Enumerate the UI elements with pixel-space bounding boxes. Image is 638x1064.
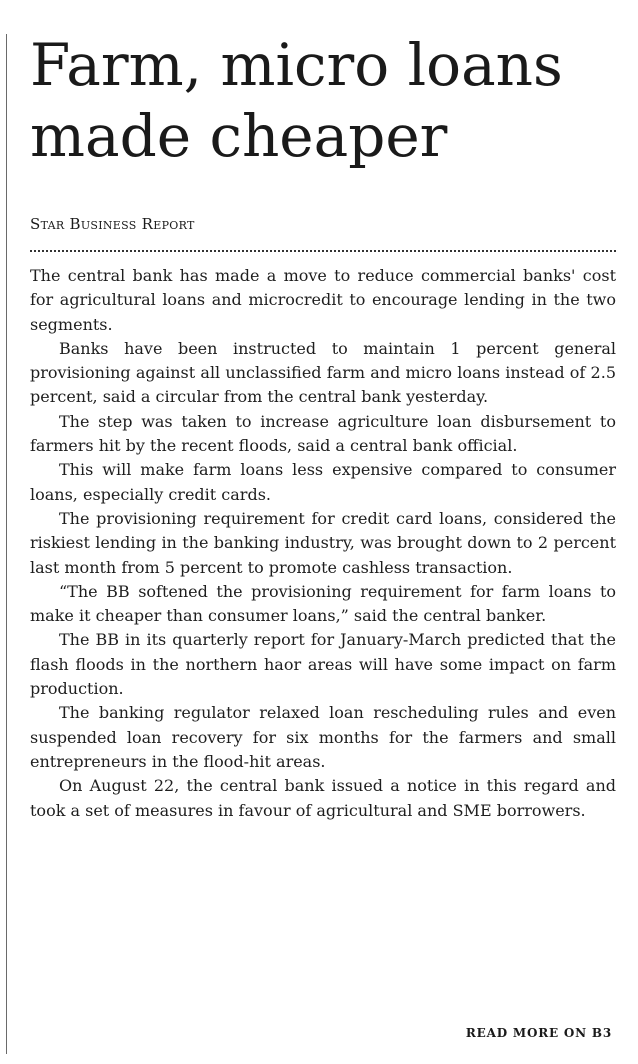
paragraph: The step was taken to increase agriculture loan disbursement to farmers hit by the recent floods, said a central bank official. xyxy=(30,411,616,456)
byline: Star Business Report xyxy=(30,215,195,233)
paragraph: On August 22, the central bank issued a notice in this regard and took a set of measures in favour of agricultural and SME borrowers. xyxy=(30,776,616,820)
headline xyxy=(30,30,630,172)
paragraph: The central bank has made a move to reduce commercial banks' cost for agricultural loans and microcredit to encourage lending in the two segments. xyxy=(30,266,616,334)
paragraph: The BB in its quarterly report for January-March predicted that the flash floods in the northern haor areas will have some impact on farm production. xyxy=(30,630,616,699)
paragraph: This will make farm loans less expensive compared to consumer loans, especially credit cards. xyxy=(30,460,616,504)
headline-line-2: made cheaper xyxy=(30,102,448,170)
dotted-divider xyxy=(30,250,616,252)
read-more-link: READ MORE ON B3 xyxy=(465,1026,612,1040)
paragraph: Banks have been instructed to maintain 1 percent general provisioning against all unclassified farm and micro loans instead of 2.5 percent, said a circular from the central bank yesterday. xyxy=(30,338,616,407)
headline-line-1: Farm, micro loans xyxy=(30,31,563,99)
column-rule xyxy=(6,34,7,1054)
article-body xyxy=(30,264,616,823)
paragraph: The provisioning requirement for credit card loans, considered the riskiest lending in the banking industry, was brought down to 2 percent last month from 5 percent to promote cashless transaction. xyxy=(30,508,616,577)
paragraph: The banking regulator relaxed loan rescheduling rules and even suspended loan recovery for six months for the farmers and small entrepreneurs in the flood-hit areas. xyxy=(30,703,616,771)
paragraph: “The BB softened the provisioning requirement for farm loans to make it cheaper than consumer loans,” said the central banker. xyxy=(30,581,616,626)
